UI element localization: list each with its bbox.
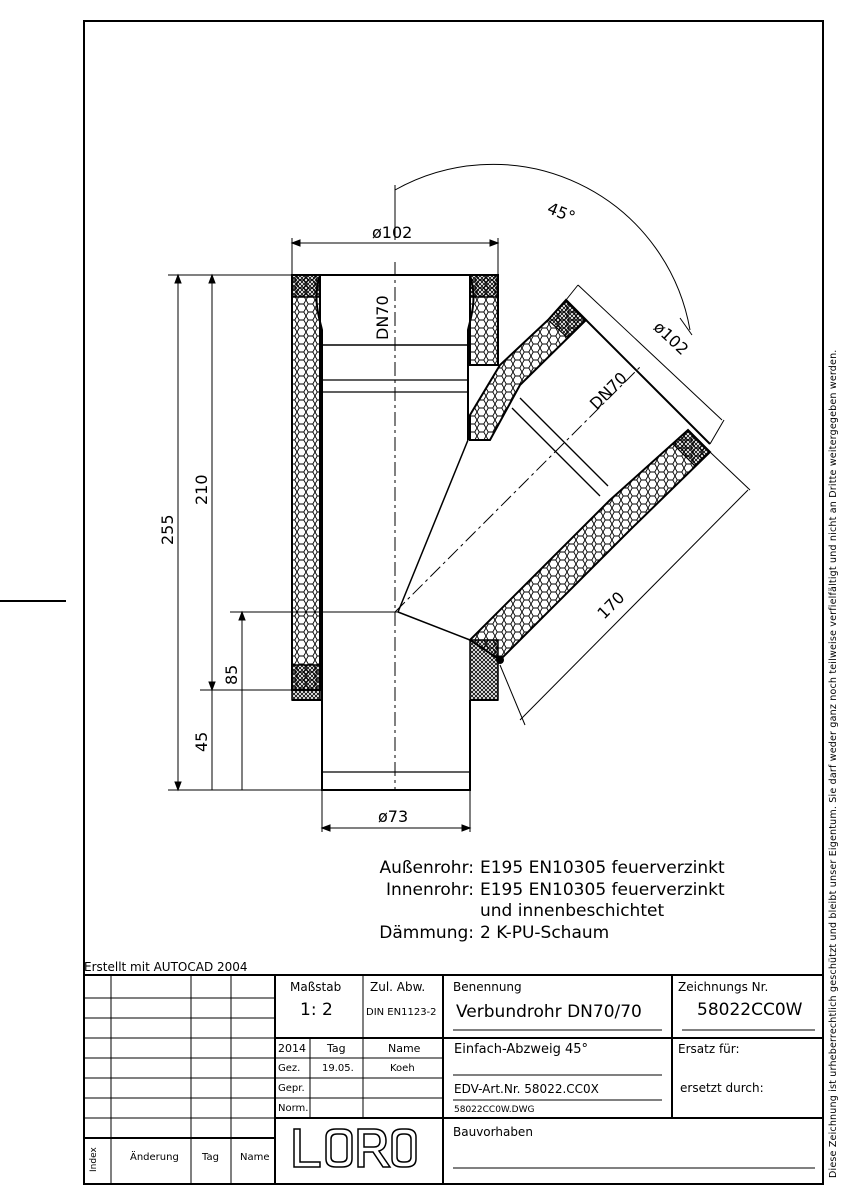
tolerance-label: Zul. Abw.: [370, 980, 426, 994]
name-header: Name: [388, 1042, 421, 1055]
norm-label: Norm.: [278, 1103, 309, 1114]
dim-h85: 85: [222, 664, 241, 685]
year: 2014: [278, 1042, 306, 1055]
name-value: Verbundrohr DN70/70: [456, 1002, 642, 1022]
scale-value: 1: 2: [300, 1000, 333, 1020]
replaces-label: Ersatz für:: [678, 1042, 740, 1056]
note-value: und innenbeschichtet: [480, 901, 665, 921]
change-label: Änderung: [130, 1152, 179, 1163]
drawing-number-label: Zeichnungs Nr.: [678, 980, 769, 994]
dim-bottom-dia: ø73: [378, 807, 409, 826]
revision-name-label: Name: [240, 1152, 270, 1163]
tolerance-value: DIN EN1123-2: [366, 1007, 437, 1018]
note-value: E195 EN10305 feuerverzinkt: [480, 879, 725, 900]
dim-top-dia: ø102: [372, 223, 413, 242]
drawn-label: Gez.: [278, 1063, 301, 1074]
note-value: E195 EN10305 feuerverzinkt: [480, 858, 725, 878]
created-with: Erstellt mit AUTOCAD 2004: [84, 960, 248, 974]
copyright-note: Diese Zeichnung ist urheberrechtlich geschützt und bleibt unser Eigentum. Sie darf weder ganz noch teilweise verfielfältigt und nicht an Dritte weitergegeben werden.: [828, 349, 839, 1178]
replaced-by-label: ersetzt durch:: [680, 1081, 764, 1095]
drawn-date: 19.05.: [322, 1063, 354, 1074]
drawing-number-value: 58022CC0W: [697, 1000, 803, 1020]
dim-len170: 170: [593, 587, 629, 623]
day-header: Tag: [327, 1042, 346, 1055]
project-label: Bauvorhaben: [453, 1125, 533, 1139]
dim-angle: 45°: [544, 198, 579, 227]
dim-branch-dia: ø102: [649, 317, 693, 359]
note-label: Dämmung:: [379, 922, 474, 943]
dim-h45: 45: [192, 731, 211, 752]
scale-label: Maßstab: [290, 980, 342, 994]
dwg-file: 58022CC0W.DWG: [454, 1105, 535, 1115]
loro-logo: [290, 1125, 420, 1171]
note-value: 2 K-PU-Schaum: [480, 922, 610, 943]
dim-h255: 255: [158, 514, 177, 545]
checked-label: Gepr.: [278, 1083, 305, 1094]
name-label: Benennung: [453, 980, 522, 994]
dim-main-inner: DN70: [373, 295, 392, 340]
subtitle: Einfach-Abzweig 45°: [454, 1042, 589, 1057]
index-label: Index: [89, 1147, 99, 1172]
edv-number: EDV-Art.Nr. 58022.CC0X: [454, 1082, 599, 1096]
note-label: Innenrohr:: [385, 879, 474, 900]
dim-branch-inner: DN70: [585, 368, 631, 414]
revision-day-label: Tag: [202, 1152, 219, 1163]
note-label: Außenrohr:: [379, 858, 474, 878]
drawn-name: Koeh: [390, 1063, 415, 1074]
dim-h210: 210: [192, 474, 211, 505]
